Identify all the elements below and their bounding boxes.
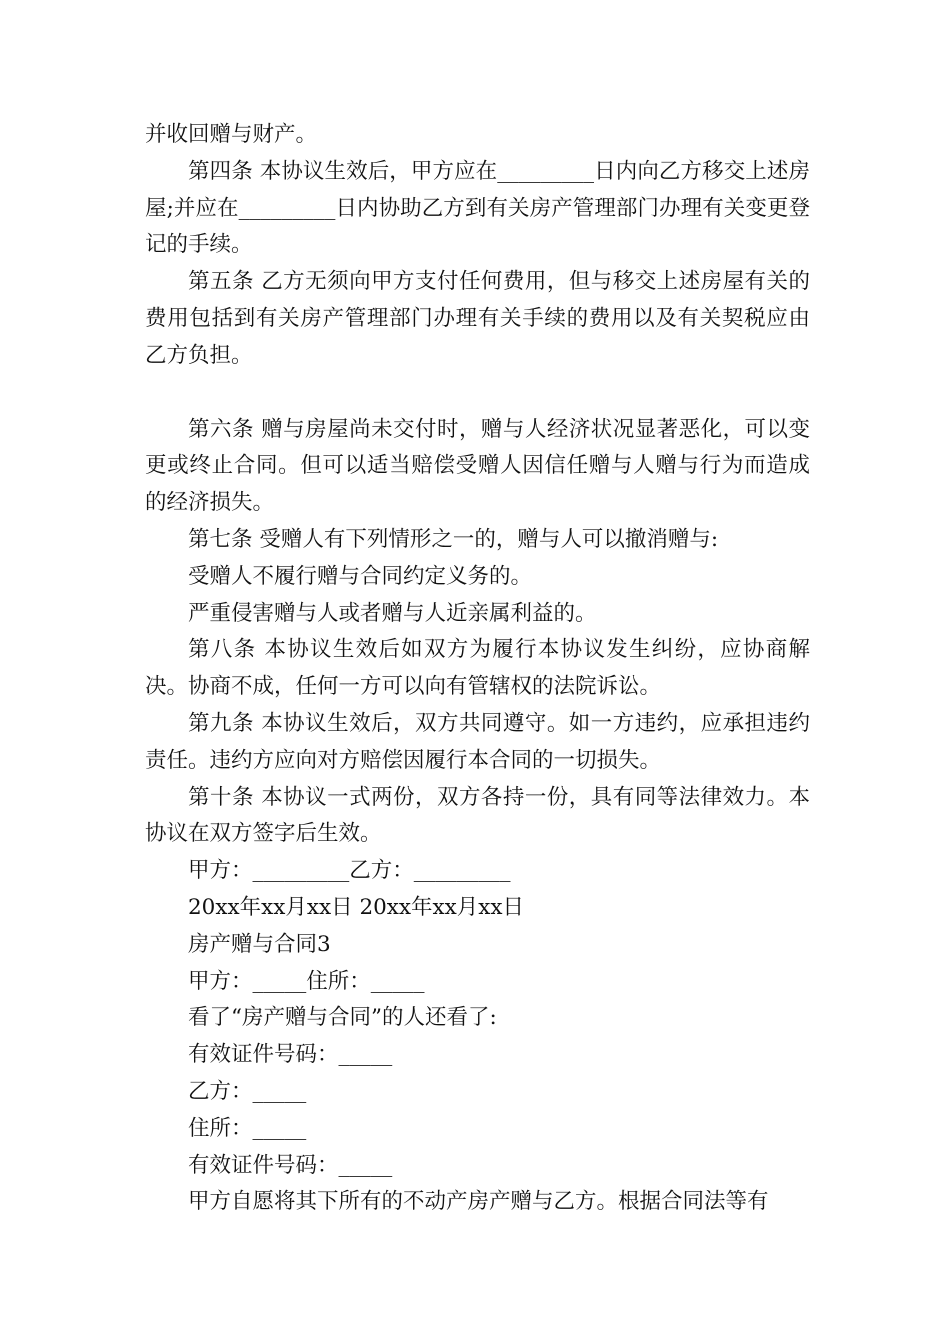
paragraph-article-7-item-2: 严重侵害赠与人或者赠与人近亲属利益的。 — [188, 600, 597, 626]
party-b-id-line: 有效证件号码：_____ — [188, 1152, 393, 1178]
signature-line: 甲方：_________乙方：_________ — [188, 858, 511, 884]
party-a-line: 甲方：_____住所：_____ — [188, 968, 425, 994]
paragraph-article-7: 第七条 受赠人有下列情形之一的，赠与人可以撤消赠与: — [188, 526, 719, 552]
document-body — [145, 117, 810, 1221]
party-b-line: 乙方：_____ — [188, 1078, 307, 1104]
date-line: 20xx年xx月xx日 20xx年xx月xx日 — [188, 894, 525, 920]
section-title: 房产赠与合同3 — [188, 931, 331, 957]
party-b-address-line: 住所：_____ — [188, 1115, 307, 1141]
related-reading-line: 看了“房产赠与合同”的人还看了: — [188, 1005, 497, 1031]
paragraph-gift-intro: 甲方自愿将其下所有的不动产房产赠与乙方。根据合同法等有 — [188, 1189, 769, 1215]
paragraph-article-10: 第十条 本协议一式两份，双方各持一份，具有同等法律效力。本协议在双方签字后生效。 — [145, 784, 810, 847]
paragraph-article-7-item-1: 受赠人不履行赠与合同约定义务的。 — [188, 563, 533, 589]
paragraph-article-4: 第四条 本协议生效后，甲方应在_________日内向乙方移交上述房屋;并应在_________日内协助乙方到有关房产管理部门办理有关变更登记的手续。 — [145, 158, 810, 258]
paragraph-spacer — [145, 375, 810, 412]
paragraph-return-gift: 并收回赠与财产。 — [145, 122, 318, 147]
paragraph-article-5: 第五条 乙方无须向甲方支付任何费用，但与移交上述房屋有关的费用包括到有关房产管理部门办理有关手续的费用以及有关契税应由乙方负担。 — [145, 269, 810, 368]
paragraph-article-9: 第九条 本协议生效后，双方共同遵守。如一方违约，应承担违约责任。违约方应向对方赔偿因履行本合同的一切损失。 — [145, 710, 810, 773]
party-a-id-line: 有效证件号码：_____ — [188, 1042, 393, 1068]
paragraph-article-8: 第八条 本协议生效后如双方为履行本协议发生纠纷，应协商解决。协商不成，任何一方可以向有管辖权的法院诉讼。 — [145, 637, 810, 700]
paragraph-article-6: 第六条 赠与房屋尚未交付时，赠与人经济状况显著恶化，可以变更或终止合同。但可以适当赔偿受赠人因信任赠与人赠与行为而造成的经济损失。 — [145, 416, 810, 516]
